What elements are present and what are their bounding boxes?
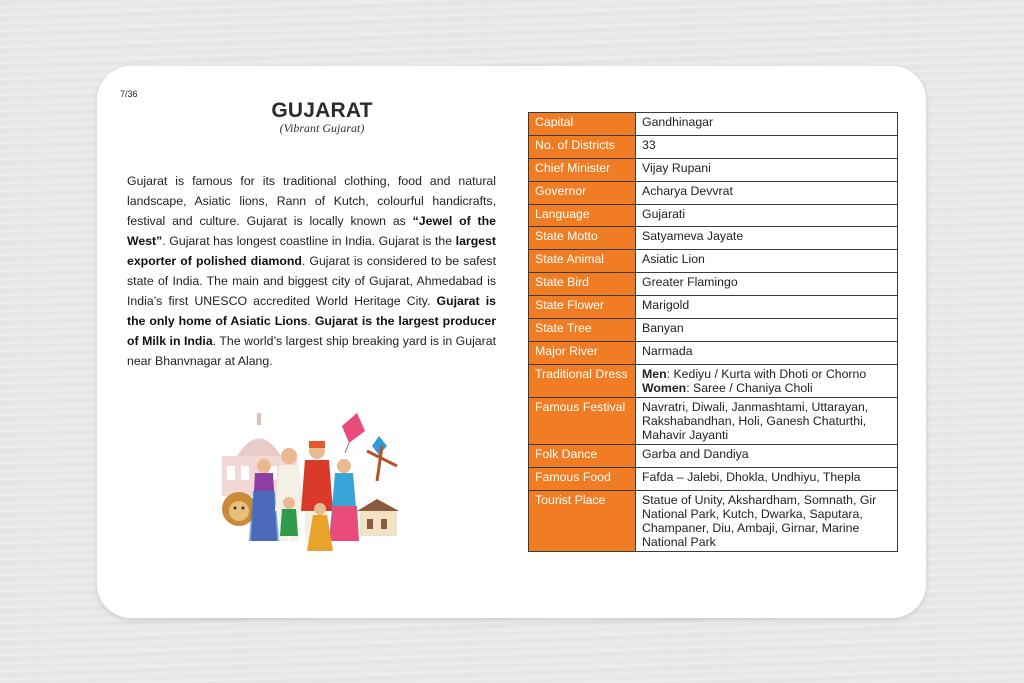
page-subtitle: (Vibrant Gujarat) <box>279 121 365 135</box>
row-key: Governor <box>529 181 636 204</box>
paragraph-highlight: largest exporter of polished diamond <box>127 234 496 268</box>
table-row <box>529 135 898 158</box>
row-key: State Motto <box>529 227 636 250</box>
table-row <box>529 490 898 551</box>
row-key: State Flower <box>529 296 636 319</box>
row-value: Fafda – Jalebi, Dhokla, Undhiyu, Thepla <box>636 467 898 490</box>
paragraph-text: . The world’s largest ship breaking yard is in Gujarat near Bhanvnagar at Alang. <box>127 334 496 368</box>
dress-men-label: Men <box>642 366 667 381</box>
table-row <box>529 181 898 204</box>
gujarat-culture-illustration <box>217 411 407 561</box>
row-value: Statue of Unity, Akshardham, Somnath, Gir National Park, Kutch, Dwarka, Saputara, Champaner, Diu, Ambaji, Girnar, Marine National Park <box>636 490 898 551</box>
table-row <box>529 397 898 444</box>
paragraph-highlight: Gujarat is the largest producer of Milk in India <box>127 314 496 348</box>
paragraph-highlight: “Jewel of the West” <box>127 214 496 248</box>
row-key: Famous Food <box>529 467 636 490</box>
facts-table <box>528 112 898 552</box>
row-key: Language <box>529 204 636 227</box>
paragraph-text: . <box>307 314 315 328</box>
row-value: Banyan <box>636 319 898 342</box>
paragraph-text: Gujarat is famous for its traditional clothing, food and natural landscape, Asiatic lions, Rann of Kutch, colourful handicrafts, festival and culture. Gujarat is locally known as <box>127 174 496 228</box>
row-key: Chief Minister <box>529 158 636 181</box>
row-key: Folk Dance <box>529 444 636 467</box>
row-key: Famous Festival <box>529 397 636 444</box>
row-key: State Bird <box>529 273 636 296</box>
row-key: Capital <box>529 113 636 136</box>
table-row <box>529 273 898 296</box>
table-row <box>529 113 898 136</box>
row-value <box>636 364 898 397</box>
row-value: Greater Flamingo <box>636 273 898 296</box>
row-key: Tourist Place <box>529 490 636 551</box>
table-row <box>529 319 898 342</box>
row-value: Vijay Rupani <box>636 158 898 181</box>
dandiya-icon <box>367 446 397 481</box>
paragraph-text: . Gujarat is considered to be safest state of India. The main and biggest city of Gujarat, Ahmedabad is India’s first UNESCO accredited World Heritage City. <box>127 254 496 308</box>
paragraph-highlight: Gujarat is the only home of Asiatic Lions <box>127 294 496 328</box>
row-value: Garba and Dandiya <box>636 444 898 467</box>
table-row <box>529 296 898 319</box>
row-value: Gandhinagar <box>636 113 898 136</box>
row-value: Marigold <box>636 296 898 319</box>
table-row <box>529 250 898 273</box>
table-row <box>529 158 898 181</box>
table-row <box>529 444 898 467</box>
table-row <box>529 204 898 227</box>
row-value: 33 <box>636 135 898 158</box>
info-card <box>97 66 926 618</box>
row-key: State Tree <box>529 319 636 342</box>
table-row <box>529 467 898 490</box>
row-value: Navratri, Diwali, Janmashtami, Uttarayan, Rakshabandhan, Holi, Ganesh Chaturthi, Mahavir Jayanti <box>636 397 898 444</box>
row-value: Asiatic Lion <box>636 250 898 273</box>
table-row <box>529 364 898 397</box>
paragraph-text: . Gujarat has longest coastline in India. Gujarat is the <box>162 234 456 248</box>
dress-women-label: Women <box>642 380 687 395</box>
table-row <box>529 341 898 364</box>
dress-women-value: : Saree / Chaniya Choli <box>686 380 813 395</box>
page-number: 7/36 <box>120 89 138 99</box>
row-key: Major River <box>529 341 636 364</box>
house-icon <box>357 499 399 536</box>
row-key: State Animal <box>529 250 636 273</box>
row-key: No. of Districts <box>529 135 636 158</box>
row-value: Satyameva Jayate <box>636 227 898 250</box>
row-value: Acharya Devvrat <box>636 181 898 204</box>
page-title: GUJARAT <box>271 99 373 122</box>
table-row <box>529 227 898 250</box>
row-value: Gujarati <box>636 204 898 227</box>
description-paragraph <box>127 171 496 371</box>
dress-men-value: : Kediyu / Kurta with Dhoti or Chorno <box>666 366 867 381</box>
row-value: Narmada <box>636 341 898 364</box>
row-key: Traditional Dress <box>529 364 636 397</box>
